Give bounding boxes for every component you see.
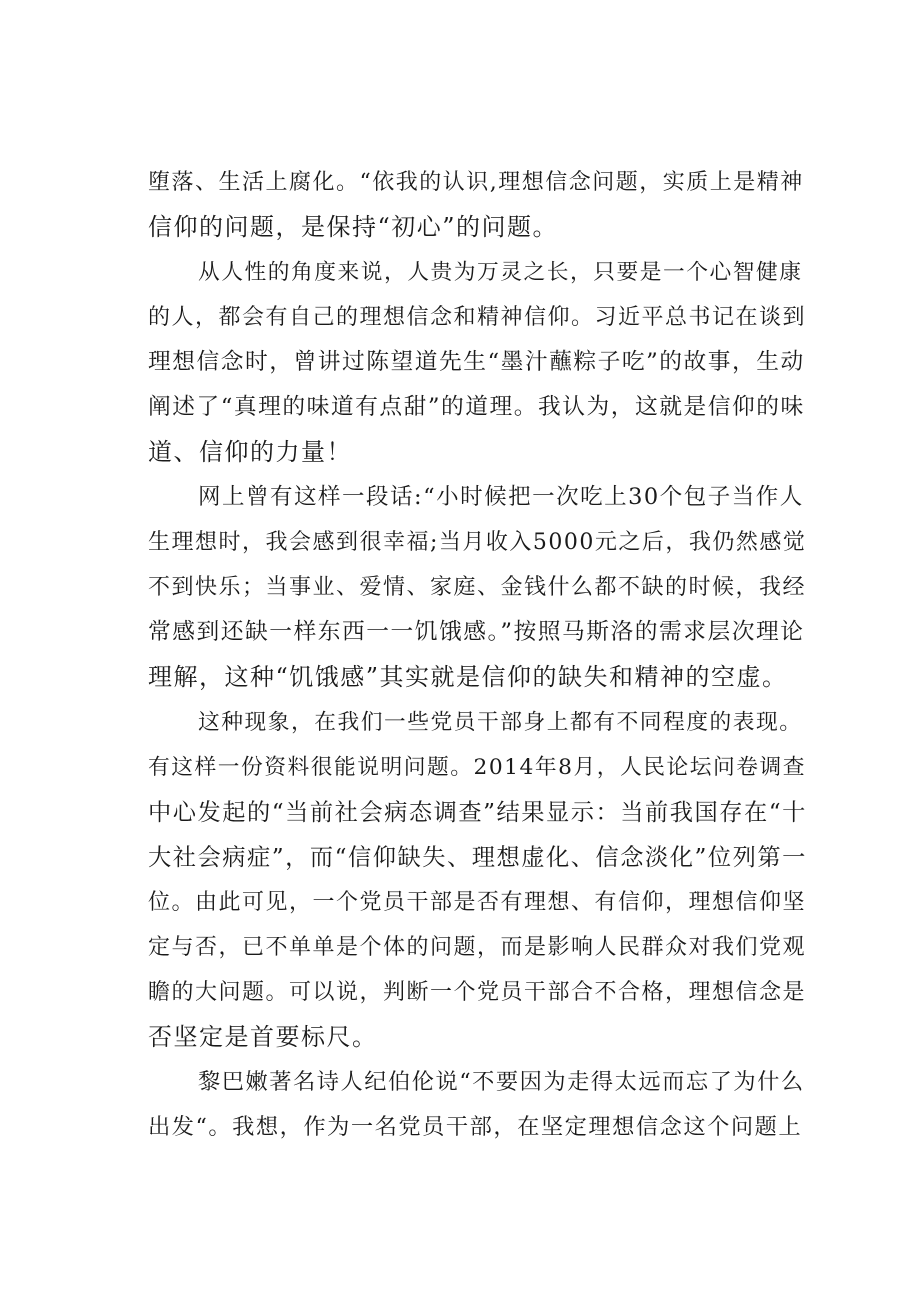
text-line: 有这样一份资料很能说明问题。2014年8月，人民论坛问卷调查 bbox=[148, 755, 806, 780]
paragraph-first-line: 黎巴嫩著名诗人纪伯伦说“不要因为走得太远而忘了为什么 bbox=[198, 1069, 805, 1095]
text-line: 出发“。我想，作为一名党员干部，在坚定理想信念这个问题上 bbox=[148, 1114, 803, 1140]
body-text bbox=[148, 160, 808, 1150]
text-line: 位。由此可见，一个党员干部是否有理想、有信仰，理想信仰坚 bbox=[148, 890, 807, 915]
text-line: 否坚定是首要标尺。 bbox=[148, 1023, 378, 1051]
text-line: 生理想时，我会感到很幸福;当月收入5000元之后，我仍然感觉 bbox=[148, 530, 807, 555]
text-line: 中心发起的“当前社会病态调查”结果显示：当前我国存在“十 bbox=[148, 799, 807, 826]
text-line: 不到快乐；当事业、爱情、家庭、金钱什么都不缺的时候，我经 bbox=[148, 575, 807, 600]
text-line: 常感到还缺一样东西一一饥饿感。”按照马斯洛的需求层次理论 bbox=[148, 619, 805, 645]
text-line: 瞻的大问题。可以说，判断一个党员干部合不合格，理想信念是 bbox=[148, 980, 807, 1005]
text-line: 阐述了“真理的味道有点甜”的道理。我认为，这就是信仰的味 bbox=[148, 394, 805, 420]
text-line: 信仰的问题，是保持“初心”的问题。 bbox=[148, 213, 559, 241]
paragraph-first-line: 从人性的角度来说，人贵为万灵之长，只要是一个心智健康 bbox=[198, 260, 803, 285]
text-line: 大社会病症”，而“信仰缺失、理想虚化、信念淡化”位列第一 bbox=[148, 844, 807, 871]
text-line: 定与否，已不单单是个体的问题，而是影响人民群众对我们党观 bbox=[148, 935, 807, 960]
paragraph-first-line: 网上曾有这样一段话:“小时候把一次吃上30个包子当作人 bbox=[198, 484, 804, 510]
text-line: 理解，这种“饥饿感”其实就是信仰的缺失和精神的空虚。 bbox=[148, 663, 788, 691]
text-line: 堕落、生活上腐化。“依我的认识,理想信念问题，实质上是精神 bbox=[148, 170, 804, 195]
text-line: 道、信仰的力量！ bbox=[148, 438, 352, 466]
text-line: 理想信念时，曾讲过陈望道先生“墨汁蘸粽子吃”的故事，生动 bbox=[148, 349, 805, 375]
paragraph-first-line: 这种现象，在我们一些党员干部身上都有不同程度的表现。 bbox=[198, 710, 803, 735]
text-line: 的人，都会有自己的理想信念和精神信仰。习近平总书记在谈到 bbox=[148, 305, 807, 330]
